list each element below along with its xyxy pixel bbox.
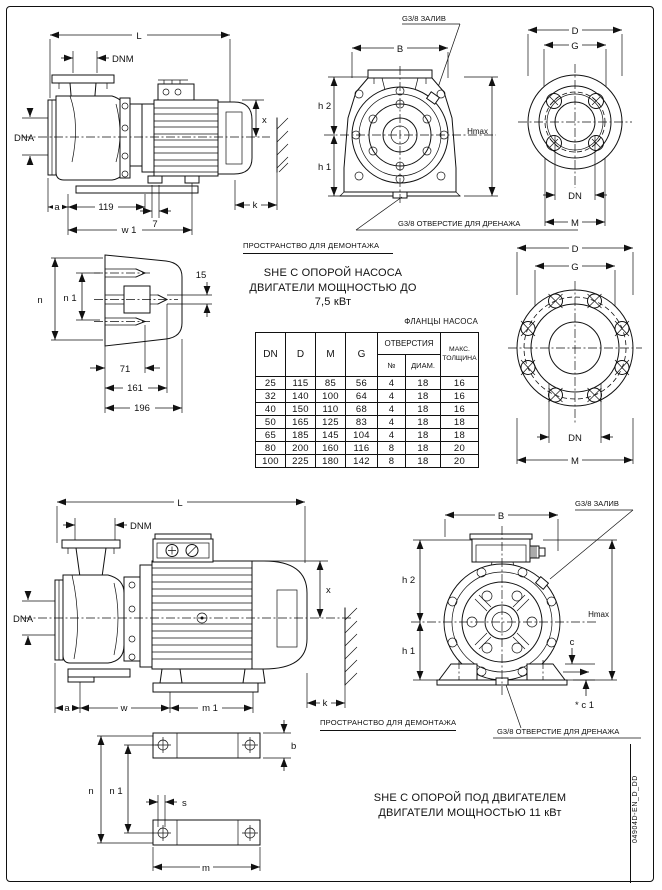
dim-label-161: 161 (127, 383, 143, 394)
table-cell: 200 (286, 442, 316, 455)
table-cell: 18 (406, 403, 441, 416)
flange-circles (508, 281, 642, 423)
bracket-view-drawing (10, 243, 235, 453)
dim-label-s: s (182, 798, 187, 809)
flange-table-title: ФЛАНЦЫ НАСОСА (404, 317, 478, 326)
dim-label-M: M (571, 218, 579, 229)
table-row (256, 377, 479, 390)
dim-label-119: 119 (98, 202, 114, 213)
table-cell: 116 (346, 442, 378, 455)
table-cell: 100 (256, 455, 286, 468)
table-cell: 32 (256, 390, 286, 403)
dim-label-a: a (54, 202, 60, 213)
flange-8hole-drawing (500, 233, 660, 488)
motor-front-outline (411, 526, 598, 695)
col-header-max-thickness (441, 333, 479, 377)
drain-label: G3/8 ОТВЕРСТИЕ ДЛЯ ДРЕНАЖА (398, 219, 521, 228)
table-cell: 16 (441, 390, 479, 403)
table-cell: 104 (346, 429, 378, 442)
top-foot-plate (153, 733, 260, 758)
table-row (256, 403, 479, 416)
table-cell: 68 (346, 403, 378, 416)
wall-hatch (345, 608, 357, 685)
top-side-view-drawing (12, 12, 322, 247)
table-cell: 4 (378, 416, 406, 429)
table-cell: 50 (256, 416, 286, 429)
table-cell: 4 (378, 390, 406, 403)
dim-b (263, 720, 296, 771)
fill-plug-label: G3/8 ЗАЛИВ (575, 499, 619, 508)
dim-m (153, 847, 260, 874)
dim-label-7: 7 (152, 219, 158, 230)
dim-label-B: B (497, 511, 505, 522)
table-cell: 100 (316, 390, 346, 403)
dim-label-a: a (64, 703, 70, 714)
dim-label-h2: h 2 (402, 575, 416, 586)
flange-4hole-drawing (500, 8, 660, 233)
dim-label-n1: n 1 (109, 786, 123, 797)
flange-table-body (256, 377, 479, 468)
table-cell: 115 (286, 377, 316, 390)
bottom-foot-plate (153, 820, 260, 845)
pump-outline (48, 75, 252, 193)
dim-label-x: x (326, 585, 331, 596)
dim-label-b: b (291, 741, 297, 752)
top-title-line2: ДВИГАТЕЛИ МОЩНОСТЬЮ ДО (249, 281, 417, 294)
dim-label-D: D (571, 26, 579, 37)
table-cell: 18 (441, 429, 479, 442)
dim-label-DNM: DNM (112, 54, 134, 65)
flange-circles (518, 64, 632, 188)
dim-label-w: w (120, 703, 128, 714)
top-title-line3: 7,5 кВт (314, 296, 352, 309)
bottom-title-line2: ДВИГАТЕЛИ МОЩНОСТЬЮ 11 кВт (378, 806, 562, 819)
dim-label-m1: m 1 (202, 703, 218, 714)
dim-label-DNM: DNM (130, 521, 152, 532)
dim-n1 (63, 273, 100, 320)
dim-label-DNA: DNA (13, 614, 34, 625)
table-cell: 25 (256, 377, 286, 390)
dim-k (235, 172, 277, 211)
col-header-diam: ДИАМ. (406, 355, 441, 377)
dim-label-h1: h 1 (318, 162, 332, 173)
dim-label-15: 15 (195, 270, 207, 281)
table-cell: 40 (256, 403, 286, 416)
table-cell: 18 (406, 390, 441, 403)
dim-label-G: G (571, 262, 579, 273)
top-title (238, 266, 428, 310)
fill-plug-label: G3/8 ЗАЛИВ (402, 14, 446, 23)
dim-label-h2: h 2 (318, 101, 332, 112)
dim-label-L: L (177, 498, 183, 509)
pump-outline (55, 534, 307, 692)
table-cell: 20 (441, 442, 479, 455)
table-cell: 110 (316, 403, 346, 416)
bottom-clearance-note: ПРОСТРАНСТВО ДЛЯ ДЕМОНТАЖА (320, 718, 456, 731)
dim-label-M: M (571, 456, 579, 467)
dim-label-k: k (252, 200, 258, 211)
table-row (256, 390, 479, 403)
bottom-title-line1: SHE С ОПОРОЙ ПОД ДВИГАТЕЛЕМ (373, 792, 567, 804)
table-cell: 225 (286, 455, 316, 468)
table-cell: 125 (316, 416, 346, 429)
dim-label-n: n (37, 295, 43, 306)
table-cell: 18 (406, 416, 441, 429)
dim-label-n1: n 1 (63, 293, 77, 304)
table-cell: 18 (406, 442, 441, 455)
fill-plug-callout (550, 499, 633, 579)
dim-label-196: 196 (134, 403, 150, 414)
dim-label-71: 71 (119, 364, 131, 375)
drain-label: G3/8 ОТВЕРСТИЕ ДЛЯ ДРЕНАЖА (497, 727, 620, 736)
dim-label-n: n (88, 786, 94, 797)
dim-DNA (14, 108, 48, 165)
dim-label-c1: * c 1 (575, 700, 595, 711)
max-line2: ТОЛЩИНА (442, 354, 477, 362)
table-cell: 4 (378, 403, 406, 416)
dim-label-B: B (396, 44, 404, 55)
doc-code: 04904D-EN_D_DD (632, 775, 639, 843)
dim-Hmax (464, 77, 498, 196)
max-line1: МАКС. (449, 346, 470, 354)
table-cell: 145 (316, 429, 346, 442)
feet-plates-drawing (58, 713, 328, 883)
table-cell: 16 (441, 403, 479, 416)
dim-label-h1: h 1 (402, 646, 416, 657)
table-cell: 20 (441, 455, 479, 468)
dim-n1 (109, 745, 158, 833)
bottom-side-view-drawing (12, 493, 362, 743)
table-cell: 56 (346, 377, 378, 390)
dim-label-Hmax: Hmax (588, 610, 609, 619)
dim-label-DN: DN (568, 433, 582, 444)
table-cell: 85 (316, 377, 346, 390)
table-cell: 18 (406, 429, 441, 442)
bottom-front-view-drawing (393, 493, 655, 753)
drain-callout (493, 685, 641, 738)
dim-label-G: G (571, 41, 579, 52)
table-cell: 18 (406, 455, 441, 468)
table-cell: 165 (286, 416, 316, 429)
dim-label-k: k (322, 698, 328, 709)
table-cell: 8 (378, 455, 406, 468)
col-header-m: M (316, 333, 346, 377)
table-cell: 65 (256, 429, 286, 442)
table-cell: 185 (286, 429, 316, 442)
top-title-line1: SHE С ОПОРОЙ НАСОСА (263, 267, 403, 279)
dim-label-w1: w 1 (121, 225, 137, 236)
flange-table (255, 332, 479, 468)
margin-divider-line (630, 744, 631, 883)
table-cell: 160 (316, 442, 346, 455)
dim-label-DNA: DNA (14, 133, 35, 144)
table-row (256, 416, 479, 429)
dim-label-x: x (262, 115, 267, 126)
dim-label-L: L (136, 31, 142, 42)
col-header-holes: ОТВЕРСТИЯ (378, 333, 441, 355)
col-header-d: D (286, 333, 316, 377)
dim-label-m: m (202, 863, 210, 874)
table-cell: 80 (256, 442, 286, 455)
table-cell: 18 (406, 377, 441, 390)
dim-label-Hmax: Hmax (467, 127, 488, 136)
dim-c-c1 (563, 637, 595, 711)
table-cell: 4 (378, 429, 406, 442)
wall-hatch (277, 118, 288, 172)
col-header-dn: DN (256, 333, 286, 377)
table-cell: 64 (346, 390, 378, 403)
table-row (256, 442, 479, 455)
top-clearance-note: ПРОСТРАНСТВО ДЛЯ ДЕМОНТАЖА (243, 241, 393, 254)
dim-label-DN: DN (568, 191, 582, 202)
table-cell: 150 (286, 403, 316, 416)
dim-label-c: c (569, 637, 575, 648)
table-cell: 180 (316, 455, 346, 468)
table-cell: 8 (378, 442, 406, 455)
table-cell: 18 (441, 416, 479, 429)
table-cell: 142 (346, 455, 378, 468)
bottom-title (345, 791, 595, 820)
table-cell: 16 (441, 377, 479, 390)
dim-k (307, 673, 345, 709)
table-row (256, 429, 479, 442)
dim-DNM (61, 51, 134, 73)
bracket-outline (94, 255, 182, 346)
table-row (256, 455, 479, 468)
dim-label-D: D (571, 244, 579, 255)
table-cell: 83 (346, 416, 378, 429)
table-cell: 140 (286, 390, 316, 403)
col-header-num: № (378, 355, 406, 377)
col-header-g: G (346, 333, 378, 377)
dim-DNM (63, 518, 152, 540)
table-cell: 4 (378, 377, 406, 390)
